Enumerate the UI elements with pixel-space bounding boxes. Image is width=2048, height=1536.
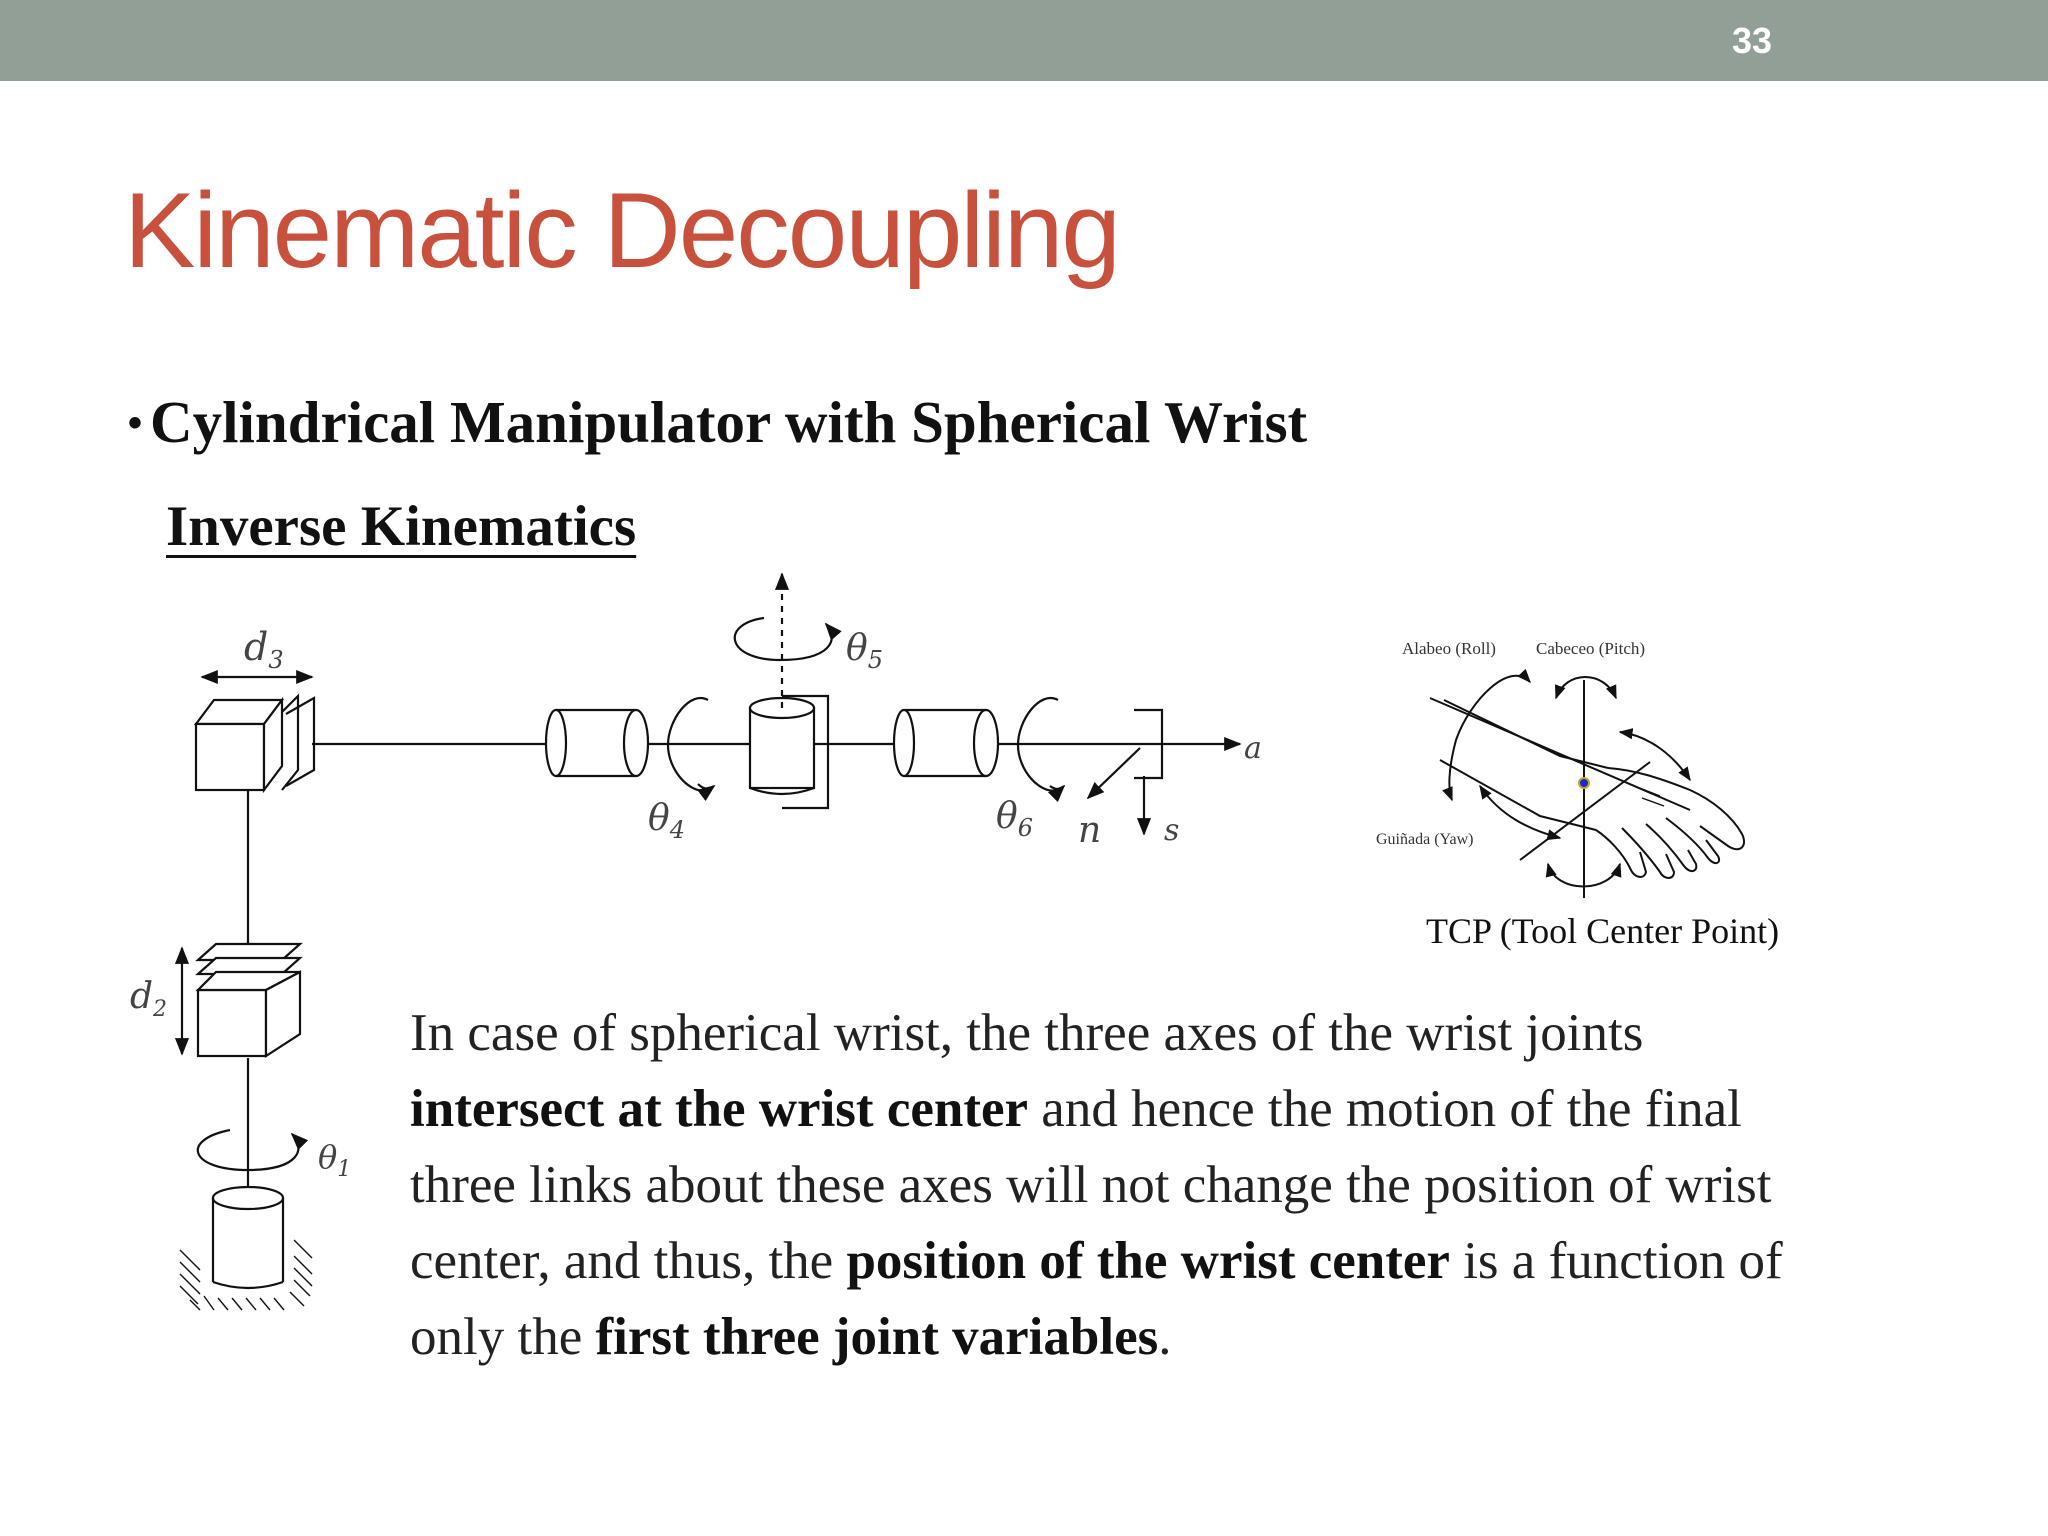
wrist-rpy-figure (1360, 620, 1760, 910)
bullet-text: Cylindrical Manipulator with Spherical Wrist (150, 389, 1308, 455)
label-theta4: $\theta_4$ (648, 798, 685, 844)
para-text-3: is a function of only the (410, 1232, 1783, 1366)
label-theta5: $\theta_5$ (846, 628, 883, 674)
yaw-arrow-left (1480, 786, 1560, 838)
label-a: a (1244, 731, 1262, 766)
label-theta1: $\theta_1$ (318, 1138, 352, 1182)
n-axis (1088, 748, 1140, 798)
label-d3: $d_3$ (244, 625, 284, 674)
label-s: s (1164, 813, 1180, 848)
label-d2: $d_2$ (130, 976, 168, 1022)
base-cylinder (213, 1187, 283, 1288)
bullet-item (128, 388, 1307, 457)
top-bar (0, 0, 2048, 81)
explanation-paragraph (410, 995, 1810, 1375)
para-text-2: and hence the motion of the final three links about these axes will not change the position of wrist center, and thus, the (410, 1080, 1772, 1290)
para-bold-3: first three joint variables (595, 1308, 1159, 1366)
joint4-cylinder (546, 710, 648, 776)
para-text-4: . (1158, 1308, 1172, 1366)
prismatic-joint-d2 (198, 944, 300, 1056)
tcp-caption: TCP (Tool Center Point) (1426, 911, 1780, 951)
label-theta6: $\theta_6$ (996, 796, 1033, 842)
pitch-arrow (1556, 677, 1616, 698)
slide-title: Kinematic Decoupling (124, 170, 1119, 290)
pitch-label: Cabeceo (Pitch) (1536, 639, 1646, 658)
finger-2 (1622, 828, 1674, 878)
prismatic-joint-d3 (196, 696, 314, 790)
subheading: Inverse Kinematics (166, 495, 637, 558)
hand-top (1608, 768, 1744, 849)
pitch-arrow-2 (1620, 732, 1690, 780)
theta5-rotation-arrow (735, 618, 832, 660)
slide-number: 33 (1731, 20, 1772, 61)
joint6-cylinder (894, 710, 998, 776)
bullet-dot: • (128, 401, 143, 445)
yaw-label: Guiñada (Yaw) (1376, 831, 1474, 848)
para-bold-1: intersect at the wrist center (410, 1080, 1029, 1138)
wrist-center-dot (1579, 778, 1589, 788)
joint5-cylinder (750, 696, 828, 808)
para-text-1: In case of spherical wrist, the three axes of the wrist joints (410, 1004, 1644, 1062)
para-bold-2: position of the wrist center (846, 1232, 1450, 1290)
roll-label: Alabeo (Roll) (1402, 639, 1496, 658)
label-n: n (1078, 810, 1102, 851)
roll-arrow (1449, 676, 1530, 800)
finger-1 (1596, 830, 1646, 877)
